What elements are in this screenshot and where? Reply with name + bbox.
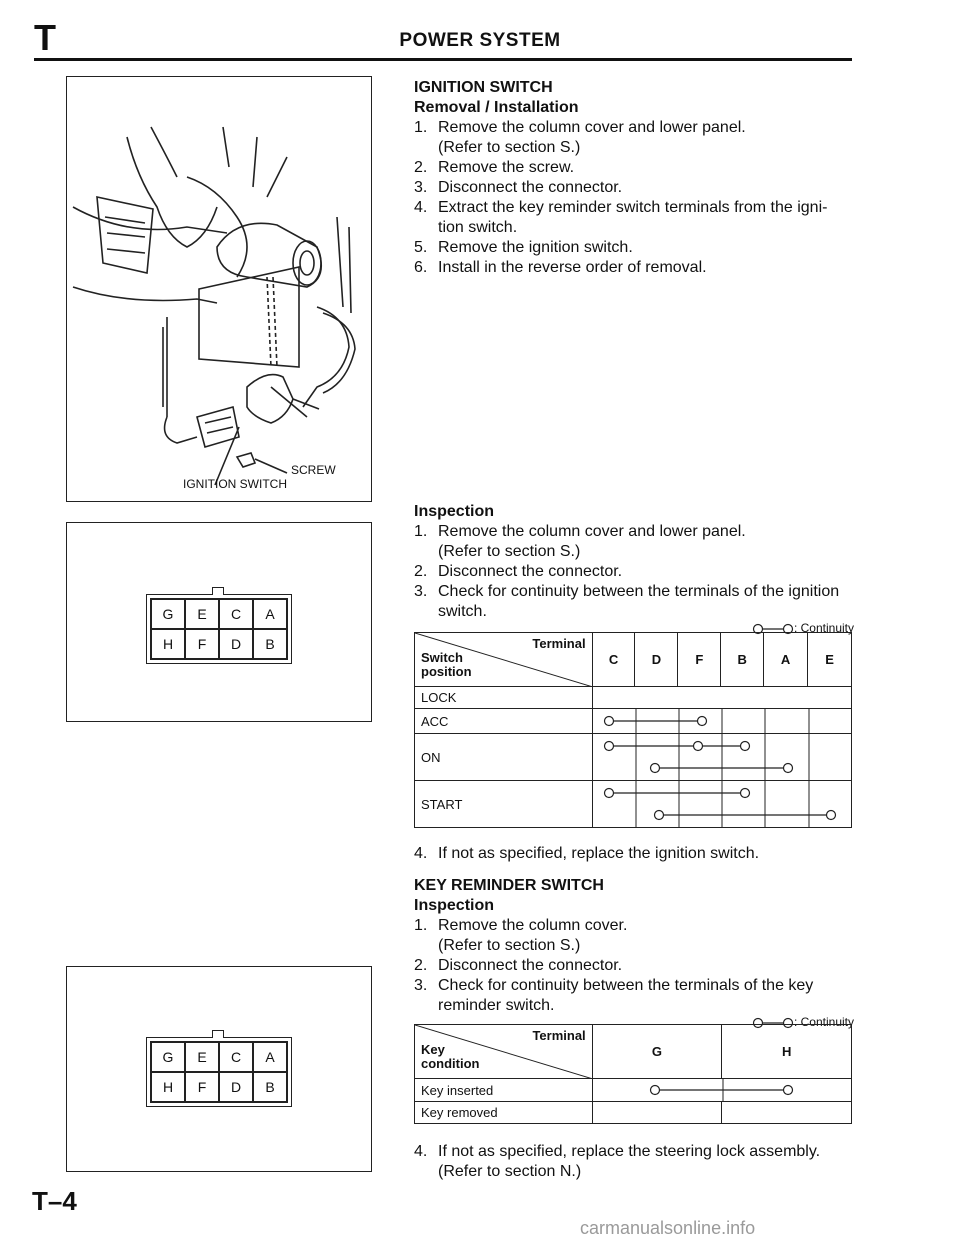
step-number: 2. [414,159,428,176]
ignition-inspection-section [414,502,854,638]
table-corner-header [415,633,593,687]
step-text: Remove the column cover and lower panel. [438,523,746,540]
procedure-step [414,956,854,976]
step-subtext: (Refer to section N.) [438,1163,582,1180]
procedure-step [414,158,854,178]
step-number: 1. [414,119,428,136]
step-text: Remove the column cover. [438,917,628,934]
step-text: Check for continuity between the terminals of the key [438,977,814,994]
procedure-step [414,582,854,622]
continuity-lines [593,781,853,827]
procedure-step [414,258,854,278]
connector-pin: H [151,629,185,659]
step-subtext: (Refer to section S.) [438,937,581,954]
continuity-cells [592,687,851,709]
continuity-cells [592,709,851,734]
procedure-step [414,522,854,562]
procedure-step [414,976,854,1016]
connector-pin: A [253,1042,287,1072]
step-number: 5. [414,239,428,256]
continuity-cells [592,734,851,781]
column-header: G [592,1025,722,1079]
row-label: ON [415,734,593,781]
continuity-lines [593,734,853,780]
step-number: 4. [414,845,428,862]
corner-terminal-label: Terminal [532,1028,586,1043]
step-text: Disconnect the connector. [438,563,623,580]
connector-pin: B [253,629,287,659]
step-number: 3. [414,179,428,196]
table-row [415,734,852,781]
step-number: 2. [414,957,428,974]
step-text: Disconnect the connector. [438,179,623,196]
column-header: H [722,1025,852,1079]
continuity-lines [593,1079,853,1101]
subsection-heading: Inspection [414,897,495,914]
connector-pin: H [151,1072,185,1102]
procedure-step [414,198,854,238]
connector-pin: C [219,599,253,629]
step-text: Remove the ignition switch. [438,239,633,256]
key-reminder-after-step [414,1142,854,1182]
corner-row-label: Switch [421,650,463,665]
step-text: Check for continuity between the terminals of the ignition [438,583,840,600]
continuity-cells [592,781,851,828]
step-number: 2. [414,563,428,580]
connector-pin: D [219,1072,253,1102]
step-number: 3. [414,977,428,994]
continuity-legend-text: : Continuity [793,1015,854,1029]
ignition-continuity-table [414,632,852,828]
step-subtext: (Refer to section S.) [438,543,581,560]
column-header: E [808,633,852,687]
step-text: Disconnect the connector. [438,957,623,974]
connector-pin: E [185,1042,219,1072]
step-number: 1. [414,523,428,540]
row-label: ACC [415,709,593,734]
subsection-heading: Inspection [414,503,495,520]
step-text: Extract the key reminder switch terminals from the igni- [438,199,828,216]
row-label: Key removed [415,1102,593,1124]
corner-row-label: Key [421,1042,445,1057]
procedure-step [414,118,854,158]
page-title: POWER SYSTEM [399,30,561,51]
table-row [415,781,852,828]
connector-pin: E [185,599,219,629]
connector-pin: C [219,1042,253,1072]
procedure-step [414,178,854,198]
callout-screw: SCREW [291,463,336,477]
corner-terminal-label: Terminal [532,636,586,651]
connector-pin: G [151,599,185,629]
step-number: 1. [414,917,428,934]
ignition-switch-illustration [66,76,372,502]
connector-pin: G [151,1042,185,1072]
step-subtext: (Refer to section S.) [438,139,581,156]
column-header: C [592,633,635,687]
step-text: If not as specified, replace the ignition switch. [438,845,760,862]
connector-pins [150,598,288,660]
corner-row-label: condition [421,1056,480,1071]
column-header: F [678,633,721,687]
table-row [415,687,852,709]
step-text: Remove the column cover and lower panel. [438,119,746,136]
subsection-heading: Removal / Installation [414,99,579,116]
step-text: Remove the screw. [438,159,575,176]
key-reminder-section [414,876,854,1032]
procedure-step [414,916,854,956]
step-text: If not as specified, replace the steering lock assembly. [438,1143,821,1160]
ignition-connector-diagram [66,522,372,722]
page-number: T–4 [32,1186,77,1216]
corner-row-label: position [421,664,472,679]
section-heading: KEY REMINDER SWITCH [414,877,604,894]
continuity-cell [592,1102,722,1124]
connector-pin: F [185,1072,219,1102]
connector-latch [212,587,224,595]
connector-latch [212,1030,224,1038]
step-number: 4. [414,199,428,216]
connector-pin: A [253,599,287,629]
continuity-cell [722,1102,852,1124]
section-heading: IGNITION SWITCH [414,79,553,96]
section-letter: T [34,17,56,58]
step-subtext: reminder switch. [438,997,555,1014]
connector-pin: D [219,629,253,659]
connector-pin: B [253,1072,287,1102]
row-label: Key inserted [415,1079,593,1102]
step-subtext: switch. [438,603,487,620]
watermark: carmanualsonline.info [580,1218,756,1238]
column-header: B [721,633,764,687]
table-row [415,1079,852,1102]
ignition-removal-section [414,78,854,278]
row-label: START [415,781,593,828]
step-text: Install in the reverse order of removal. [438,259,707,276]
row-label: LOCK [415,687,593,709]
key-reminder-connector-diagram [66,966,372,1172]
continuity-cells [592,1079,851,1102]
table-row [415,709,852,734]
table-corner-header [415,1025,593,1079]
ignition-after-step [414,844,854,864]
step-number: 4. [414,1143,428,1160]
step-number: 3. [414,583,428,600]
continuity-legend-text: : Continuity [793,621,854,635]
continuity-lines [593,709,853,733]
table-row [415,1102,852,1124]
callout-ignition-switch: IGNITION SWITCH [183,477,287,491]
header-rule [34,58,852,61]
connector-pin: F [185,629,219,659]
connector-pins [150,1041,288,1103]
key-reminder-continuity-table [414,1024,852,1124]
step-number: 6. [414,259,428,276]
step-subtext: tion switch. [438,219,518,236]
column-header: A [764,633,808,687]
procedure-step [414,238,854,258]
column-header: D [635,633,678,687]
steering-column-drawing [67,77,371,501]
procedure-step [414,562,854,582]
